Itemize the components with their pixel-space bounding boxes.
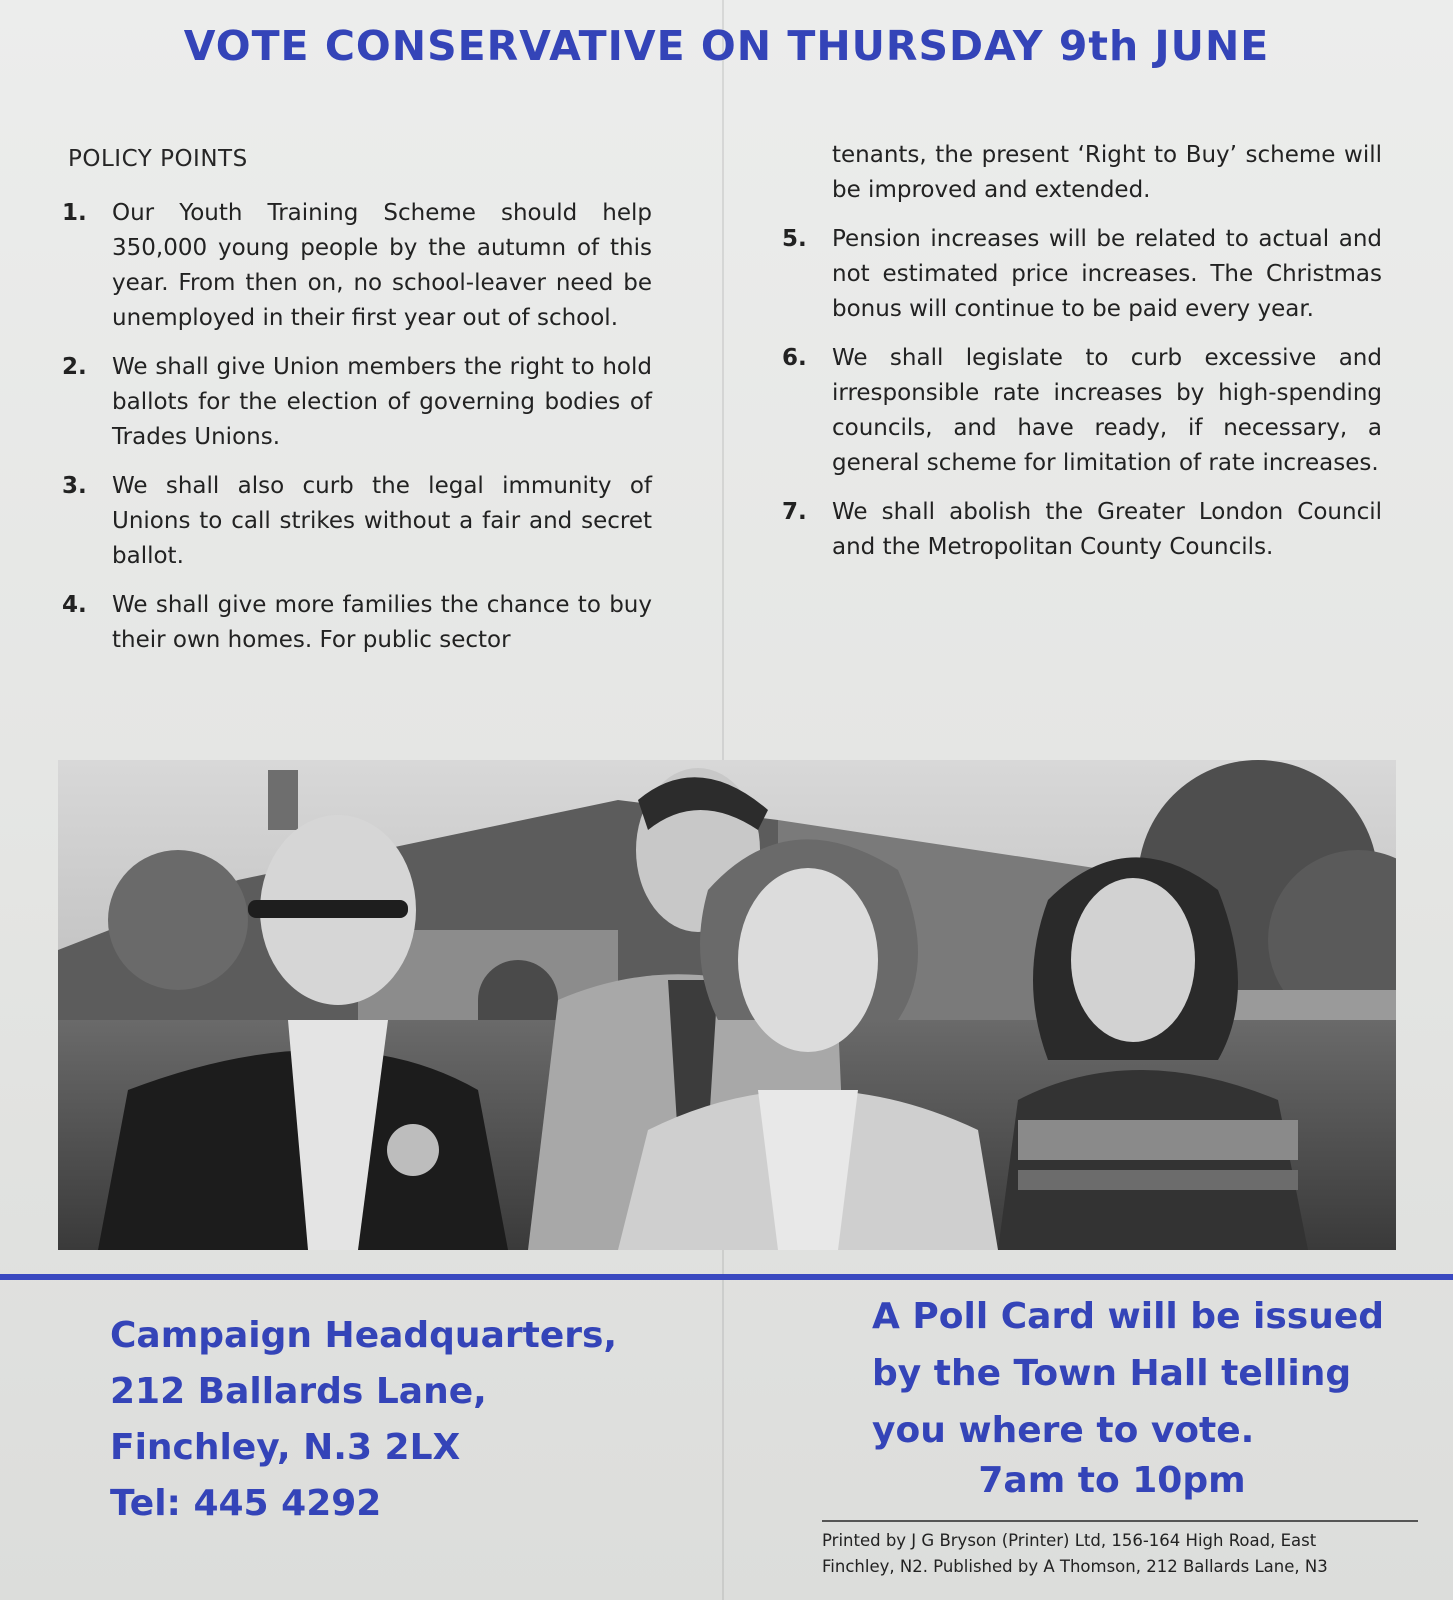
point-number: 6.: [782, 345, 807, 371]
policy-point-6: [782, 341, 1382, 481]
polling-hours: 7am to 10pm: [978, 1460, 1246, 1501]
campaign-photo-illustration: [58, 760, 1396, 1250]
imprint-rule: [822, 1520, 1418, 1522]
policy-points-title: POLICY POINTS: [68, 146, 248, 172]
policy-point-1: [62, 196, 652, 336]
hq-line-2: 212 Ballards Lane,: [110, 1371, 487, 1412]
imprint-line-1: Printed by J G Bryson (Printer) Ltd, 156-164 High Road, East: [822, 1531, 1317, 1550]
poll-card-notice: [872, 1288, 1384, 1459]
point-text: We shall also curb the legal immunity of Unions to call strikes without a fair and secret ballot.: [112, 473, 652, 569]
point-number: 5.: [782, 226, 807, 252]
hq-telephone: Tel: 445 4292: [110, 1483, 382, 1524]
point-number: 1.: [62, 200, 87, 226]
headline: VOTE CONSERVATIVE ON THURSDAY 9th JUNE: [183, 22, 1270, 70]
poll-line-2: by the Town Hall telling: [872, 1353, 1352, 1394]
point-text: We shall give Union members the right to hold ballots for the election of governing bodies of Trades Unions.: [112, 354, 652, 450]
policy-point-5: [782, 222, 1382, 327]
point-number: 7.: [782, 499, 807, 525]
point-text: Our Youth Training Scheme should help 350,000 young people by the autumn of this year. From then on, no school-leaver need be unemployed in their first year out of school.: [112, 200, 652, 331]
hq-line-3: Finchley, N.3 2LX: [110, 1427, 461, 1468]
policy-point-3: [62, 469, 652, 574]
point-number: 2.: [62, 354, 87, 380]
policy-column-left: [62, 196, 652, 672]
point-number: 4.: [62, 592, 87, 618]
point-text: We shall give more families the chance to buy their own homes. For public sector: [112, 592, 652, 653]
point-text: Pension increases will be related to actual and not estimated price increases. The Christmas bonus will continue to be paid every year.: [832, 226, 1382, 322]
poll-line-1: A Poll Card will be issued: [872, 1296, 1385, 1337]
campaign-photo: [58, 760, 1396, 1250]
imprint-line-2: Finchley, N2. Published by A Thomson, 212 Ballards Lane, N3: [822, 1557, 1328, 1576]
policy-column-right: [782, 138, 1382, 579]
policy-point-4: [62, 588, 652, 658]
printer-imprint: [822, 1528, 1422, 1580]
policy-point-2: [62, 350, 652, 455]
divider-rule: [0, 1274, 1453, 1280]
point-number: 3.: [62, 473, 87, 499]
poll-line-3: you where to vote.: [872, 1410, 1255, 1451]
campaign-headquarters: [110, 1308, 617, 1532]
policy-point-4-continued: tenants, the present ‘Right to Buy’ scheme will be improved and extended.: [832, 142, 1382, 203]
point-text: We shall legislate to curb excessive and irresponsible rate increases by high-spending councils, and have ready, if necessary, a general scheme for limitation of rate increases.: [832, 345, 1382, 476]
hq-line-1: Campaign Headquarters,: [110, 1315, 618, 1356]
point-text: We shall abolish the Greater London Council and the Metropolitan County Councils.: [832, 499, 1382, 560]
policy-point-7: [782, 495, 1382, 565]
